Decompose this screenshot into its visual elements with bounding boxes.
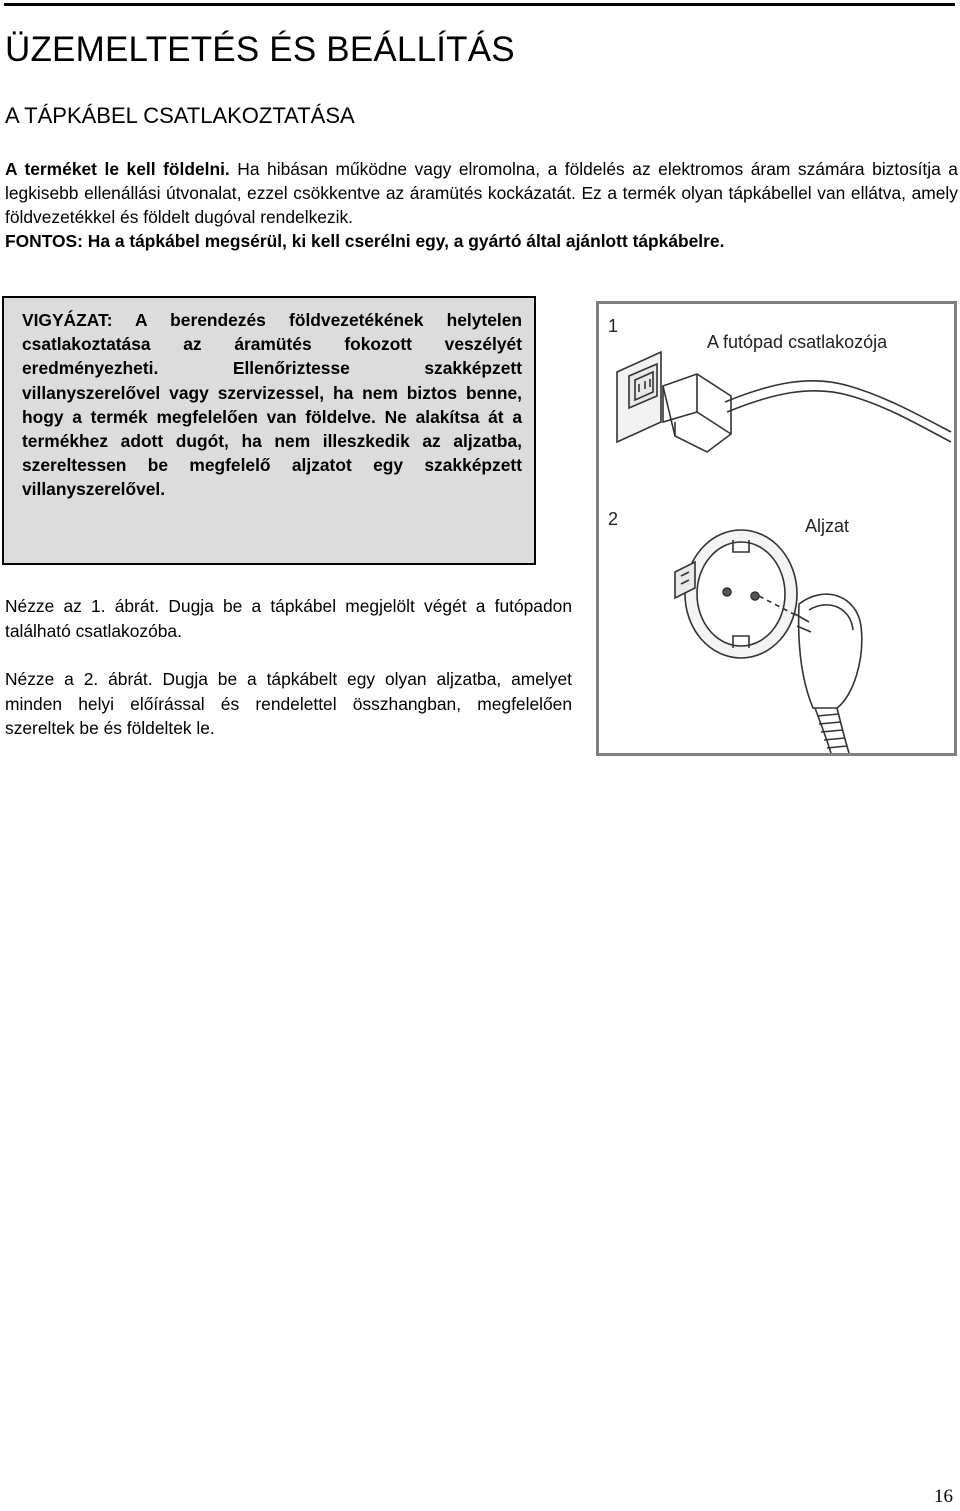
wall-outlet-drawing <box>675 530 862 753</box>
connection-illustration <box>599 304 954 753</box>
intro-bold-lead: A terméket le kell földelni. <box>5 159 230 179</box>
connection-figure <box>596 301 957 756</box>
instruction-paragraph-2: Nézze a 2. ábrát. Dugja be a tápkábelt egy olyan aljzatba, amelyet minden helyi előírással és rendelettel összhangban, megfelelően szereltek be és földeltek le. <box>5 669 572 738</box>
warning-text: VIGYÁZAT: A berendezés földvezetékének helytelen csatlakoztatása az áramütés fokozott veszélyét eredményezheti. Ellenőriztesse szakképzett villanyszerelővel vagy szervizessel, ha nem biztos benne, hogy a termék megfelelően van földelve. Ne alakítsa át a termékhez adott dugót, ha nem illeszkedik az aljzatba, szereltessen be megfelelő aljzatot egy szakképzett villanyszerelővel. <box>22 310 522 500</box>
intro-paragraph <box>5 157 958 229</box>
important-note: FONTOS: Ha a tápkábel megsérül, ki kell cserélni egy, a gyártó által ajánlott tápkábelre. <box>5 231 725 251</box>
warning-box <box>2 296 536 565</box>
page-number: 16 <box>934 1486 953 1507</box>
intro-text: Ha hibásan működne vagy elromolna, a földelés az elektromos áram számára biztosítja a legkisebb ellenállási útvonalat, ezzel csökkentve az áramütés kockázatát. Ez a termék olyan tápkábellel van ellátva, amely földvezetékkel és földelt dugóval rendelkezik. <box>5 159 958 227</box>
instruction-paragraph-1: Nézze az 1. ábrát. Dugja be a tápkábel megjelölt végét a futópadon található csatlakozóba. <box>5 596 572 641</box>
top-rule <box>4 3 955 6</box>
page-title: ÜZEMELTETÉS ÉS BEÁLLÍTÁS <box>5 30 515 69</box>
figure-1-label: A futópad csatlakozója <box>707 332 888 352</box>
section-title: A TÁPKÁBEL CSATLAKOZTATÁSA <box>5 103 355 128</box>
treadmill-socket-drawing <box>617 352 951 452</box>
figure-2-label: Aljzat <box>805 516 850 536</box>
figure-2-number: 2 <box>608 509 619 529</box>
figure-1-number: 1 <box>608 316 619 336</box>
